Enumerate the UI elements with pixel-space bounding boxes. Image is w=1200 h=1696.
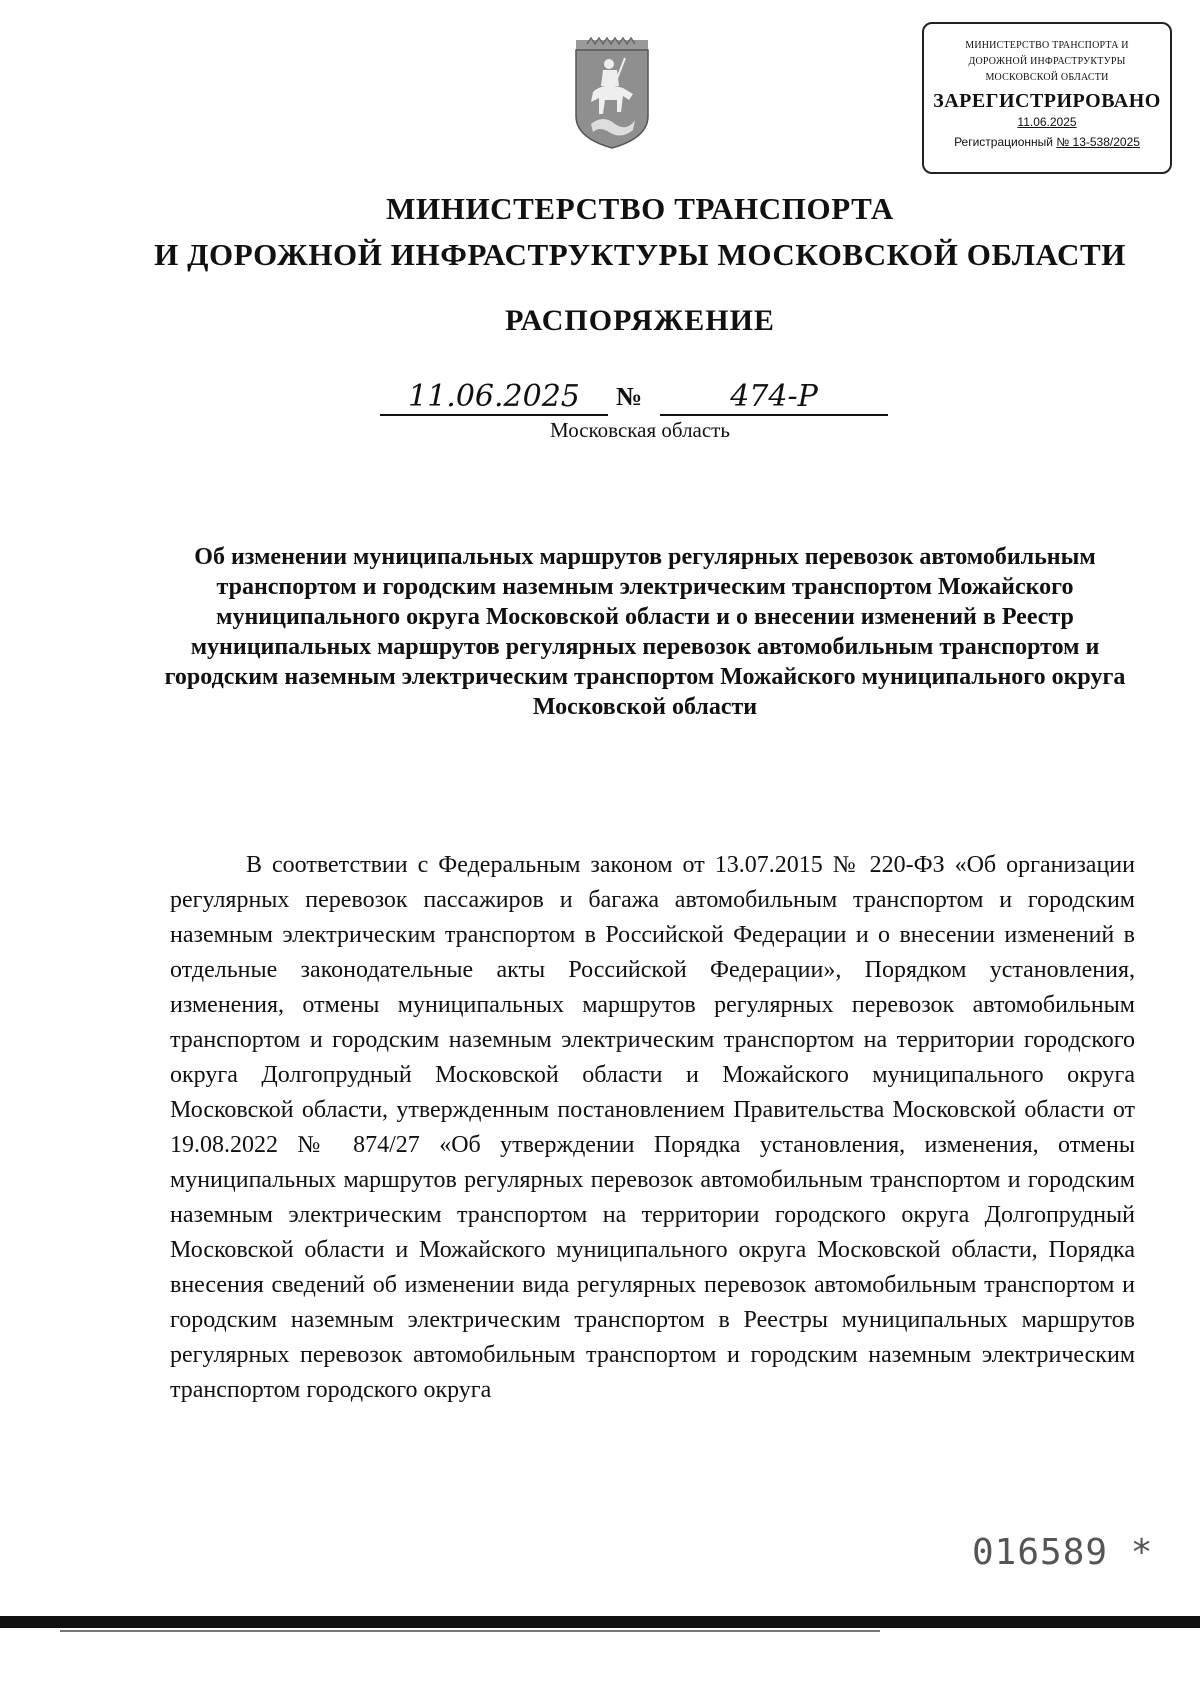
ministry-line: МИНИСТЕРСТВО ТРАНСПОРТА: [386, 191, 894, 226]
stamp-organization: [924, 38, 1170, 86]
number-sign: №: [616, 382, 643, 411]
scan-edge-line: [60, 1630, 880, 1632]
scan-edge-line: [0, 1616, 1200, 1628]
stamp-status: ЗАРЕГИСТРИРОВАНО: [933, 90, 1161, 112]
stamp-org-line: МОСКОВСКОЙ ОБЛАСТИ: [985, 72, 1109, 83]
place-of-issue: Московская область: [550, 418, 730, 442]
handwritten-number: 474-Р: [660, 380, 888, 416]
registration-stamp: [922, 22, 1172, 174]
stamp-date: 11.06.2025: [1017, 115, 1077, 129]
ministry-heading: [0, 186, 1200, 278]
body-paragraph: В соответствии с Федеральным законом от 13.07.2015 № 220-ФЗ «Об организации регулярных перевозок пассажиров и багажа автомобильным транспортом и городским наземным электрическим транспортом в Российской Федерации и о внесении изменений в отдельные законодательные акты Российской Федерации», Порядком установления, изменения, отмены муниципальных маршрутов регулярных перевозок автомобильным транспортом и городским наземным электрическим транспортом на территории городского округа Долгопрудный Московской области и Можайского муниципального округа Московской области, утвержденным постановлением Правительства Московской области от 19.08.2022 № 874/27 «Об утверждении Порядка установления, изменения, отмены муниципальных маршрутов регулярных перевозок автомобильным транспортом и городским наземным электрическим транспортом на территории городского округа Долгопрудный Московской области и Можайского муниципального округа Московской области, Порядка внесения сведений об изменении вида регулярных перевозок автомобильным транспортом и городским наземным электрическим транспортом в Реестры муниципальных маршрутов регулярных перевозок автомобильным транспортом и городским наземным электрическим транспортом городского округа: [170, 852, 1135, 1403]
coat-of-arms-emblem: [573, 34, 651, 152]
stamp-org-line: МИНИСТЕРСТВО ТРАНСПОРТА И: [965, 40, 1129, 51]
stamp-reg-number: № 13-538/2025: [1056, 135, 1140, 149]
ministry-line: И ДОРОЖНОЙ ИНФРАСТРУКТУРЫ МОСКОВСКОЙ ОБЛАСТИ: [154, 237, 1126, 272]
stamp-registration-number: [924, 135, 1170, 149]
handwritten-date: 11.06.2025: [380, 380, 608, 416]
stamp-org-line: ДОРОЖНОЙ ИНФРАСТРУКТУРЫ: [968, 56, 1126, 67]
document-title: Об изменении муниципальных маршрутов регулярных перевозок автомобильным транспортом и городским наземным электрическим транспортом Можайского муниципального округа Московской области и о внесении изменений в Реестр муниципальных маршрутов регулярных перевозок автомобильным транспортом и городским наземным электрическим транспортом Можайского муниципального округа Московской области: [164, 544, 1126, 720]
stamp-reg-label: Регистрационный: [954, 135, 1053, 149]
serial-number: 016589 *: [972, 1532, 1154, 1573]
document-type: РАСПОРЯЖЕНИЕ: [505, 304, 775, 337]
